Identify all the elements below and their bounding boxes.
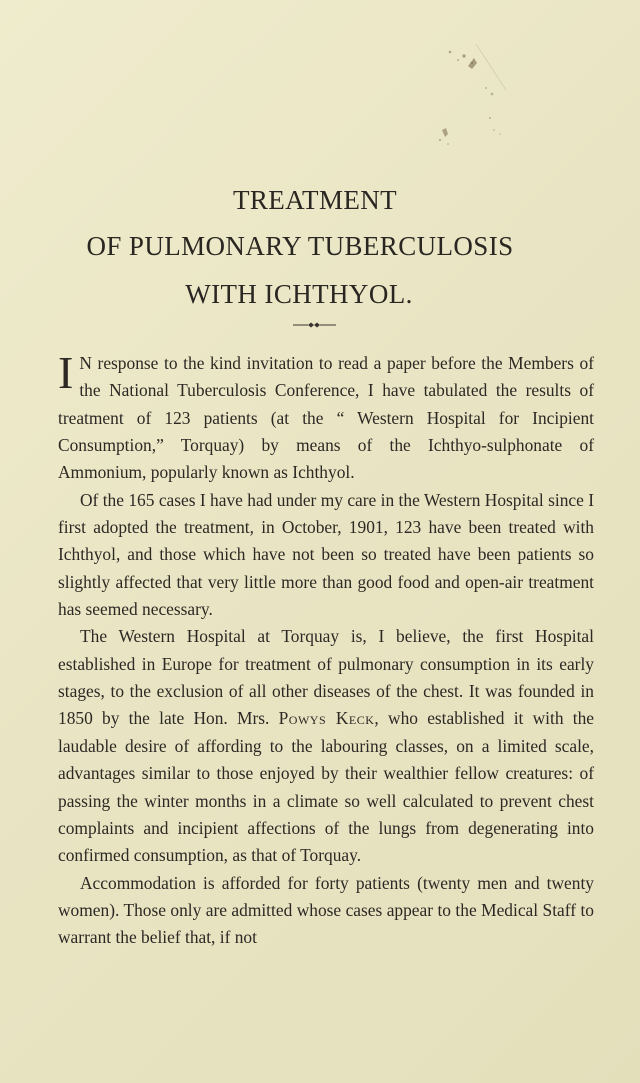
paragraph-3-text-b: , who established it with the laudable desire of affording to the labouring classes, on a limited scale, advantages similar to those enjoyed by their wealthier fellow creatures: of passing the winter months in a climate so well calculated to prevent chest complaints and incipient affections of the lungs from degenerating into confirmed consumption, as that of Torquay. <box>58 708 594 866</box>
paragraph-2: Of the 165 cases I have had under my care in the Western Hospital since I first adopted the treatment, in October, 1901, 123 have been treated with Ichthyol, and those which have not been so treated have been patients so slightly affected that very little more than good food and open-air treatment has seemed necessary. <box>58 489 594 620</box>
paragraph-1 <box>58 347 594 487</box>
drop-cap: I <box>58 347 74 398</box>
title-line-1: TREATMENT <box>232 185 398 215</box>
foxing-specks-image <box>420 30 540 160</box>
founder-name: Powys Keck <box>278 708 375 729</box>
ornament-divider-icon <box>290 320 340 330</box>
paragraph-1-text: N response to the kind invitation to read a paper before the Members of the National Tuberculosis Conference, I have tabulated the results of treatment of 123 patients (at the “ Western Hospital for Incipient Consumption,” Torquay) by means of the Ichthyo-sulphonate of Ammonium, popularly known as Ichthyol. <box>58 353 594 483</box>
title-line-3: WITH ICHTHYOL. <box>185 279 413 309</box>
title-line-2: OF PULMONARY TUBERCULOSIS <box>86 231 514 261</box>
body-text <box>58 347 594 952</box>
paragraph-3-text-a: The Western Hospital at Torquay is, I believe, the first Hospital established in Europe for treatment of pulmonary consumption in its early stages, to the exclusion of all other diseases of the chest. It was founded in 1850 by the late Hon. Mrs. <box>58 626 594 729</box>
paragraph-4: Accommodation is afforded for forty patients (twenty men and twenty women). Those only are admitted whose cases appear to the Medical Staff to warrant the belief that, if not <box>58 872 594 948</box>
paragraph-3 <box>58 623 594 869</box>
